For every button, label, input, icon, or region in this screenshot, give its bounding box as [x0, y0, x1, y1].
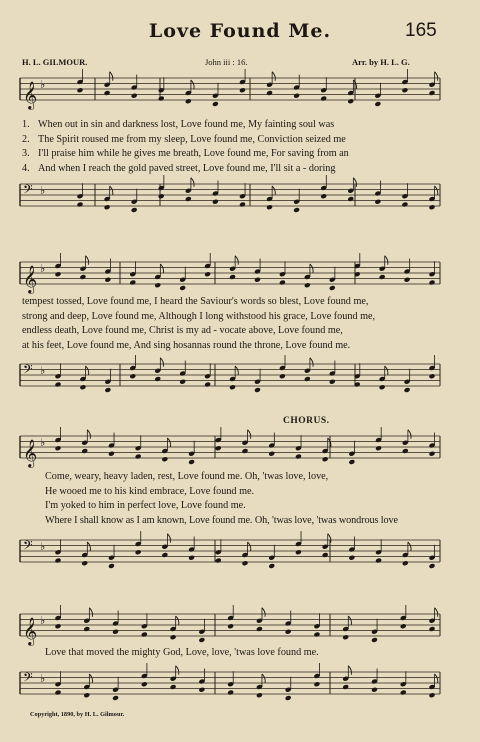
- flat-sign-icon: ♭: [40, 364, 46, 377]
- note-head: [242, 448, 249, 454]
- note-flag: [235, 256, 238, 265]
- note-head: [293, 207, 300, 213]
- verse-line: tempest tossed, Love found me, I heard the Saviour's words so blest, Love found me,: [22, 296, 369, 307]
- note-flag: [408, 542, 411, 551]
- note-head: [198, 637, 205, 643]
- verse-line: Where I shall know as I am known, Love found me. Oh, 'twas love, 'twas wondrous love: [45, 514, 398, 526]
- note-flag: [160, 264, 163, 273]
- verse-block-2: [22, 295, 442, 353]
- note-head: [429, 563, 436, 569]
- flat-sign-icon: ♭: [40, 78, 46, 91]
- note-flag: [176, 666, 179, 675]
- verse-line: He wooed me to his kind embrace, Love found me.: [45, 485, 255, 497]
- note-flag: [167, 534, 170, 543]
- note-head: [55, 558, 62, 564]
- note-flag: [262, 674, 265, 683]
- note-head: [129, 280, 136, 286]
- note-head: [212, 101, 219, 107]
- note-head: [81, 448, 88, 454]
- note-head: [320, 193, 327, 199]
- note-head: [293, 93, 300, 99]
- note-head: [268, 451, 275, 457]
- note-head: [239, 87, 246, 93]
- copyright-notice: Copyright, 1890, by H. L. Gilmour.: [30, 711, 125, 718]
- flat-sign-icon: ♭: [40, 262, 46, 275]
- flat-sign-icon: ♭: [40, 540, 46, 553]
- note-flag: [176, 616, 179, 625]
- note-head: [229, 274, 236, 280]
- note-head: [185, 98, 192, 104]
- note-flag: [110, 72, 113, 81]
- treble-clef-icon: 𝄞: [23, 265, 38, 293]
- note-head: [185, 196, 192, 202]
- note-head: [371, 637, 378, 643]
- note-flag: [89, 674, 92, 683]
- verse-line: 4. And when I reach the gold paved street, Love found me, I'll sit a - doring: [22, 162, 336, 174]
- bass-staff-3: [0, 532, 480, 592]
- note-flag: [272, 186, 275, 195]
- note-head: [254, 387, 261, 393]
- treble-clef-icon: 𝄞: [23, 81, 38, 109]
- note-head: [83, 692, 90, 698]
- note-flag: [262, 608, 265, 617]
- note-head: [227, 690, 234, 696]
- note-head: [429, 692, 436, 698]
- note-head: [429, 280, 436, 286]
- bass-staff-2: [0, 356, 480, 416]
- note-head: [55, 623, 62, 629]
- note-head: [375, 445, 382, 451]
- note-flag: [435, 72, 438, 81]
- note-head: [161, 552, 168, 558]
- note-head: [170, 634, 177, 640]
- note-head: [204, 382, 211, 388]
- verse-line: at his feet, Love found me, And sing hosannas round the throne, Love found me.: [22, 339, 351, 351]
- verse-block-1: [22, 118, 442, 176]
- note-head: [83, 626, 90, 632]
- note-head: [256, 692, 263, 698]
- note-head: [239, 202, 246, 208]
- note-head: [141, 681, 148, 687]
- verse-line: 2. The Spirit roused me from my sleep, Love found me, Conviction seized me: [22, 133, 346, 145]
- note-head: [170, 684, 177, 690]
- flat-sign-icon: ♭: [40, 614, 46, 627]
- note-flag: [191, 80, 194, 89]
- hymn-title: Love Found Me.: [148, 20, 332, 42]
- note-head: [429, 626, 436, 632]
- scripture-reference: John iii : 16.: [205, 57, 248, 67]
- note-head: [429, 204, 436, 210]
- note-flag: [435, 674, 438, 683]
- verse-block-3: [45, 470, 465, 528]
- note-head: [313, 632, 320, 638]
- flat-sign-icon: ♭: [40, 436, 46, 449]
- note-head: [295, 454, 302, 460]
- note-flag: [235, 366, 238, 375]
- note-head: [108, 451, 115, 457]
- note-flag: [89, 608, 92, 617]
- note-head: [400, 623, 407, 629]
- note-head: [154, 376, 161, 382]
- note-head: [77, 202, 84, 208]
- note-head: [329, 285, 336, 291]
- verse-block-4: [45, 646, 465, 661]
- note-head: [188, 459, 195, 465]
- verse-line: Come, weary, heavy laden, rest, Love found me. Oh, 'twas love, love,: [45, 471, 329, 482]
- note-flag: [310, 358, 313, 367]
- note-head: [129, 373, 136, 379]
- bass-clef-icon: 𝄢: [23, 538, 33, 556]
- note-flag: [87, 542, 90, 551]
- note-head: [322, 552, 329, 558]
- note-head: [342, 634, 349, 640]
- note-head: [379, 384, 386, 390]
- note-flag: [87, 430, 90, 439]
- note-head: [320, 96, 327, 102]
- note-head: [104, 387, 111, 393]
- verse-line: endless death, Love found me, Christ is my ad - vocate above, Love found me,: [22, 325, 343, 336]
- note-head: [254, 277, 261, 283]
- note-head: [313, 681, 320, 687]
- note-flag: [435, 186, 438, 195]
- note-flag: [248, 430, 251, 439]
- note-head: [279, 280, 286, 286]
- note-head: [131, 207, 138, 213]
- note-head: [374, 101, 381, 107]
- note-head: [256, 626, 263, 632]
- note-head: [161, 456, 168, 462]
- note-head: [266, 90, 273, 96]
- note-flag: [86, 366, 89, 375]
- verse-line: 1. When out in sin and darkness lost, Love found me, My fainting soul was: [22, 119, 335, 130]
- note-head: [55, 382, 62, 388]
- note-head: [212, 199, 219, 205]
- note-head: [227, 623, 234, 629]
- note-head: [279, 373, 286, 379]
- note-head: [198, 687, 205, 693]
- note-head: [112, 629, 119, 635]
- note-flag: [348, 666, 351, 675]
- note-head: [347, 196, 354, 202]
- note-head: [404, 277, 411, 283]
- flat-sign-icon: ♭: [40, 672, 46, 685]
- note-head: [215, 558, 222, 564]
- note-head: [347, 98, 354, 104]
- note-flag: [110, 186, 113, 195]
- verse-line: Love that moved the mighty God, Love, love, 'twas love found me.: [45, 647, 319, 658]
- note-head: [379, 274, 386, 280]
- note-head: [158, 193, 165, 199]
- verse-line: 3. I'll praise him while he gives me breath, Love found me, For saving from an: [22, 148, 349, 159]
- note-head: [374, 199, 381, 205]
- note-head: [81, 560, 88, 566]
- note-head: [429, 451, 436, 457]
- note-head: [402, 448, 409, 454]
- note-head: [375, 558, 382, 564]
- note-head: [79, 274, 86, 280]
- treble-clef-icon: 𝄞: [23, 439, 38, 467]
- note-head: [304, 376, 311, 382]
- note-head: [55, 690, 62, 696]
- note-head: [401, 202, 408, 208]
- note-flag: [248, 542, 251, 551]
- note-head: [104, 90, 111, 96]
- note-head: [135, 549, 142, 555]
- note-flag: [385, 256, 388, 265]
- note-flag: [385, 366, 388, 375]
- note-head: [402, 560, 409, 566]
- note-head: [179, 379, 186, 385]
- note-head: [215, 445, 222, 451]
- note-head: [429, 373, 436, 379]
- bass-clef-icon: 𝄢: [23, 182, 33, 200]
- note-head: [371, 687, 378, 693]
- note-head: [348, 459, 355, 465]
- note-head: [141, 632, 148, 638]
- note-head: [55, 271, 62, 277]
- page-number: 165: [405, 20, 437, 41]
- note-head: [131, 93, 138, 99]
- note-head: [104, 277, 111, 283]
- note-head: [179, 285, 186, 291]
- note-head: [135, 454, 142, 460]
- note-head: [268, 563, 275, 569]
- note-flag: [408, 430, 411, 439]
- note-head: [400, 690, 407, 696]
- note-head: [242, 560, 249, 566]
- note-head: [295, 549, 302, 555]
- note-head: [322, 456, 329, 462]
- verse-line: I'm yoked to him in perfect love, Love found me.: [45, 500, 246, 511]
- bass-staff-1: [0, 176, 480, 236]
- note-head: [158, 96, 165, 102]
- note-head: [112, 695, 119, 701]
- note-head: [329, 379, 336, 385]
- note-head: [79, 384, 86, 390]
- author-credit: H. L. GILMOUR.: [22, 57, 88, 67]
- note-head: [188, 555, 195, 561]
- note-head: [104, 204, 111, 210]
- treble-clef-icon: 𝄞: [23, 617, 38, 645]
- note-head: [229, 384, 236, 390]
- note-head: [285, 629, 292, 635]
- arranger-credit: Arr. by H. L. G.: [352, 57, 410, 67]
- note-head: [204, 271, 211, 277]
- note-head: [342, 684, 349, 690]
- note-head: [154, 282, 161, 288]
- note-flag: [272, 72, 275, 81]
- note-flag: [310, 264, 313, 273]
- note-flag: [86, 256, 89, 265]
- verse-line: strong and deep, Love found me, Although I long withstood his grace, Love found me,: [22, 310, 376, 322]
- note-flag: [167, 438, 170, 447]
- flat-sign-icon: ♭: [40, 184, 46, 197]
- note-head: [404, 387, 411, 393]
- note-head: [401, 87, 408, 93]
- bass-clef-icon: 𝄢: [23, 362, 33, 380]
- chorus-label: CHORUS.: [283, 416, 330, 426]
- note-head: [285, 695, 292, 701]
- bass-clef-icon: 𝄢: [23, 670, 33, 688]
- note-flag: [348, 616, 351, 625]
- note-flag: [435, 608, 438, 617]
- note-flag: [191, 178, 194, 187]
- note-head: [108, 563, 115, 569]
- note-flag: [160, 358, 163, 367]
- note-head: [348, 555, 355, 561]
- note-head: [429, 90, 436, 96]
- note-head: [55, 445, 62, 451]
- note-head: [304, 282, 311, 288]
- note-head: [77, 87, 84, 93]
- note-head: [266, 204, 273, 210]
